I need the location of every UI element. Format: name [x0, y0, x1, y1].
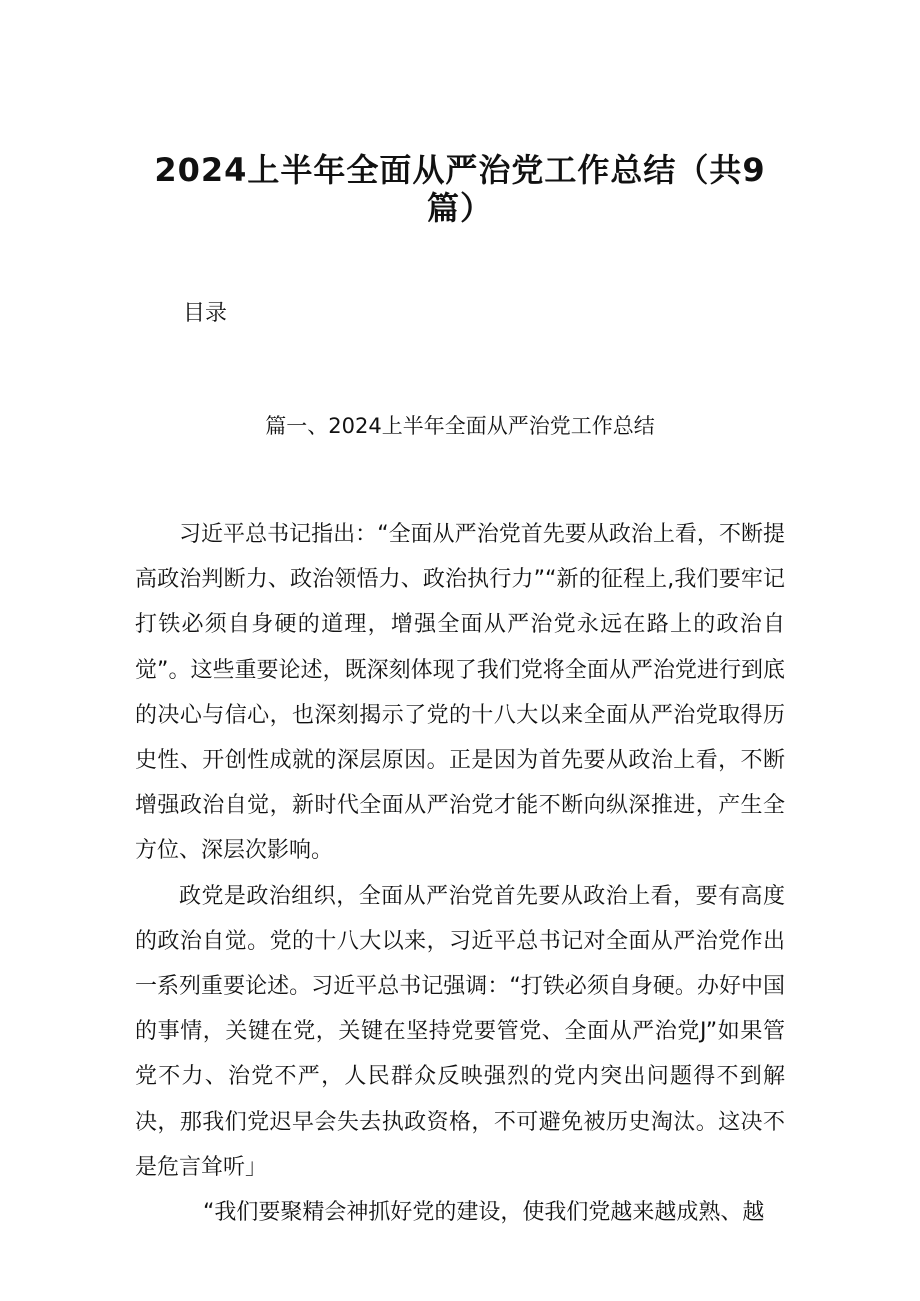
paragraph: “我们要聚精会神抓好党的建设，使我们党越来越成熟、越: [203, 1200, 765, 1226]
paragraph: 习近平总书记指出：“全面从严治党首先要从政治上看，不断提高政治判断力、政治领悟力、政治执行力”“新的征程上,我们要牢记打铁必须自身硬的道理，增强全面从严治党永远在路上的政治自觉”。这些重要论述，既深刻体现了我们党将全面从严治党进行到底的决心与信心，也深刻揭示了党的十八大以来全面从严治党取得历史性、开创性成就的深层原因。正是因为首先要从政治上看，不断增强政治自觉，新时代全面从严治党才能不断向纵深推进，产生全方位、深层次影响。: [135, 522, 785, 864]
body-text: [135, 512, 785, 1235]
chapter-heading: 篇一、2024上半年全面从严治党工作总结: [265, 414, 655, 438]
document-title-line-2: 篇）: [426, 189, 493, 227]
document-title-line-1: 2024上半年全面从严治党工作总结（共9: [154, 151, 766, 189]
paragraph: 政党是政治组织，全面从严治党首先要从政治上看，要有高度的政治自觉。党的十八大以来，习近平总书记对全面从严治党作出一系列重要论述。习近平总书记强调：“打铁必须自身硬。办好中国的事情，关键在党，关键在坚持党要管党、全面从严治党J”如果管党不力、治党不严，人民群众反映强烈的党内突出问题得不到解决，那我们党迟早会失去执政资格，不可避免被历史淘汰。这决不是危言耸听」: [135, 883, 785, 1180]
toc-label: 目录: [183, 301, 228, 326]
